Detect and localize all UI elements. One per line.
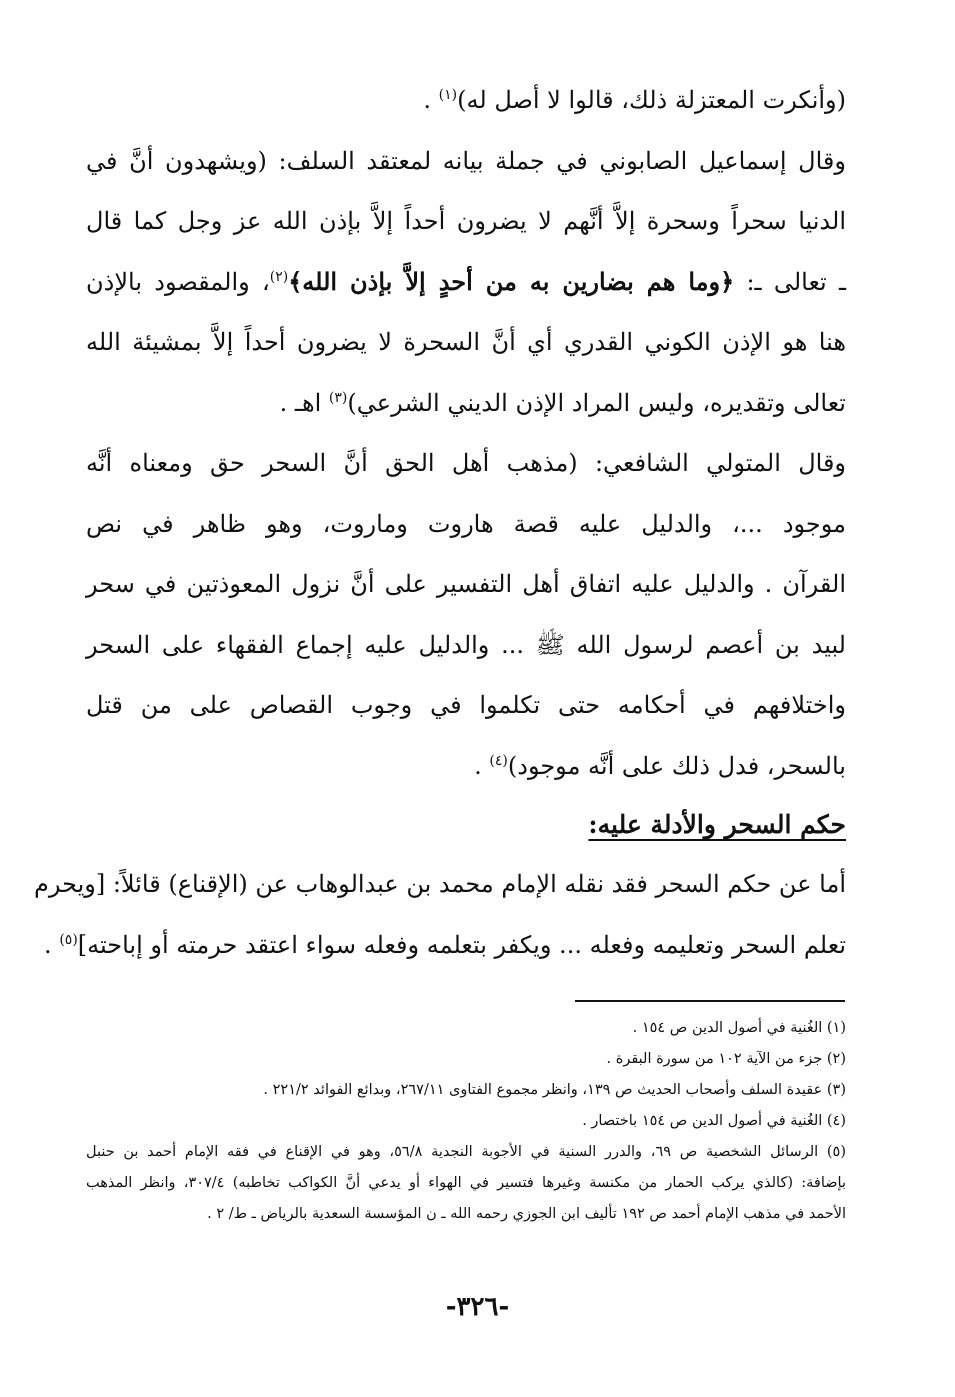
- line-text: تعالى وتقديره، وليس المراد الإذن الديني الشرعي): [347, 388, 846, 417]
- text-line: [44, 915, 846, 976]
- footnote-5-end: الأحمد في مذهب الإمام أحمد ص ١٩٢ تأليف ابن الجوزي رحمه الله ـ ن المؤسسة السعدية بالرياض ـ ط/ ٢ .: [207, 1206, 846, 1222]
- line-text: بالسحر، فدل ذلك على أنَّه موجود): [507, 751, 846, 780]
- text-line: [86, 252, 846, 313]
- footnote-ref-5[interactable]: (٥): [59, 931, 78, 948]
- line-end: .: [423, 86, 439, 114]
- line-text: ـ تعالى ـ:: [734, 267, 846, 296]
- footnote-ref-2[interactable]: (٢): [269, 268, 289, 285]
- text-line: [86, 373, 846, 434]
- page-body: [33, 70, 846, 975]
- footnote-separator: [575, 1000, 845, 1002]
- footnote-2: (٢) جزء من الآية ١٠٢ من سورة البقرة .: [606, 1051, 846, 1067]
- line-end: .: [474, 751, 490, 780]
- paragraph-mutawalli: [86, 433, 846, 796]
- page-number: -٣٢٦-: [445, 1292, 510, 1322]
- footnote-1: (١) الغُنية في أصول الدين ص ١٥٤ .: [632, 1020, 846, 1036]
- footnote-ref-3[interactable]: (٣): [328, 389, 348, 406]
- footnote-3: (٣) عقيدة السلف وأصحاب الحديث ص ١٣٩، وانظر مجموع الفتاوى ٢٦٧/١١، وبدائع الفوائد ٢٢١/٢ .: [263, 1082, 846, 1098]
- line-text: تعلم السحر وتعليمه وفعله ... ويكفر بتعلمه وفعله سواء اعتقد حرمته أو إباحته]: [77, 930, 846, 959]
- section-heading: حكم السحر والأدلة عليه:: [588, 810, 846, 839]
- text-line: هنا هو الإذن الكوني القدري أي أنَّ السحرة لا يضرون أحداً إلاَّ بمشيئة الله: [86, 328, 846, 356]
- line-end: .: [44, 930, 60, 959]
- line-end: اهـ .: [279, 388, 329, 417]
- text-line: [86, 70, 846, 131]
- footnote-ref-1[interactable]: (١): [438, 87, 458, 103]
- quran-verse: ﴿وما هم بضارين به من أحدٍ إلاَّ بإذن الله﴾: [288, 266, 735, 296]
- paragraph-ruling: [33, 854, 846, 975]
- footnote-ref-4[interactable]: (٤): [489, 752, 508, 769]
- text-line: [86, 736, 846, 797]
- footnote-5: (٥) الرسائل الشخصية ص ٦٩، والدرر السنية في الأجوبة النجدية ٥٦/٨، وهو في الإقناع في فقه الإمام أحمد بن حنبل: [86, 1144, 846, 1160]
- text-line: موجود ...، والدليل عليه قصة هاروت وماروت، وهو ظاهر في نص: [86, 509, 846, 538]
- footnotes: [86, 1013, 846, 1230]
- footnote-4: (٤) الغُنية في أصول الدين ص ١٥٤ باختصار .: [582, 1113, 846, 1129]
- text-line: لبيد بن أعصم لرسول الله ﷺ ... والدليل عليه إجماع الفقهاء على السحر: [86, 630, 846, 659]
- paragraph-sabuni: [86, 131, 846, 434]
- text-line: الدنيا سحراً وسحرة إلاَّ أنَّهم لا يضرون أحداً إلاَّ بإذن الله عز وجل كما قال: [86, 207, 846, 235]
- text-line: وقال المتولي الشافعي: (مذهب أهل الحق أنَّ السحر حق ومعناه أنَّه: [86, 449, 846, 477]
- line-text: (وأنكرت المعتزلة ذلك، قالوا لا أصل له): [457, 86, 846, 114]
- text-line: أما عن حكم السحر فقد نقله الإمام محمد بن عبدالوهاب عن (الإقناع) قائلاً: [ويحرم: [33, 870, 846, 898]
- paragraph-mutazila: [86, 70, 846, 131]
- text-line: القرآن . والدليل عليه اتفاق أهل التفسير على أنَّ نزول المعوذتين في سحر: [86, 570, 846, 598]
- text-line: واختلافهم في أحكامه حتى تكلموا في وجوب القصاص على من قتل: [86, 691, 846, 719]
- footnote-5-continued: بإضافة: (كالذي يركب الحمار من مكنسة وغيرها فتسير في الهواء أو يدعي أنَّ الكواكب تخاطبه) ٣٠٧/٤، وانظر المذهب: [86, 1175, 846, 1191]
- text-line: وقال إسماعيل الصابوني في جملة بيانه لمعتقد السلف: (ويشهدون أنَّ في: [86, 146, 846, 175]
- line-text: ، والمقصود بالإذن: [86, 267, 270, 296]
